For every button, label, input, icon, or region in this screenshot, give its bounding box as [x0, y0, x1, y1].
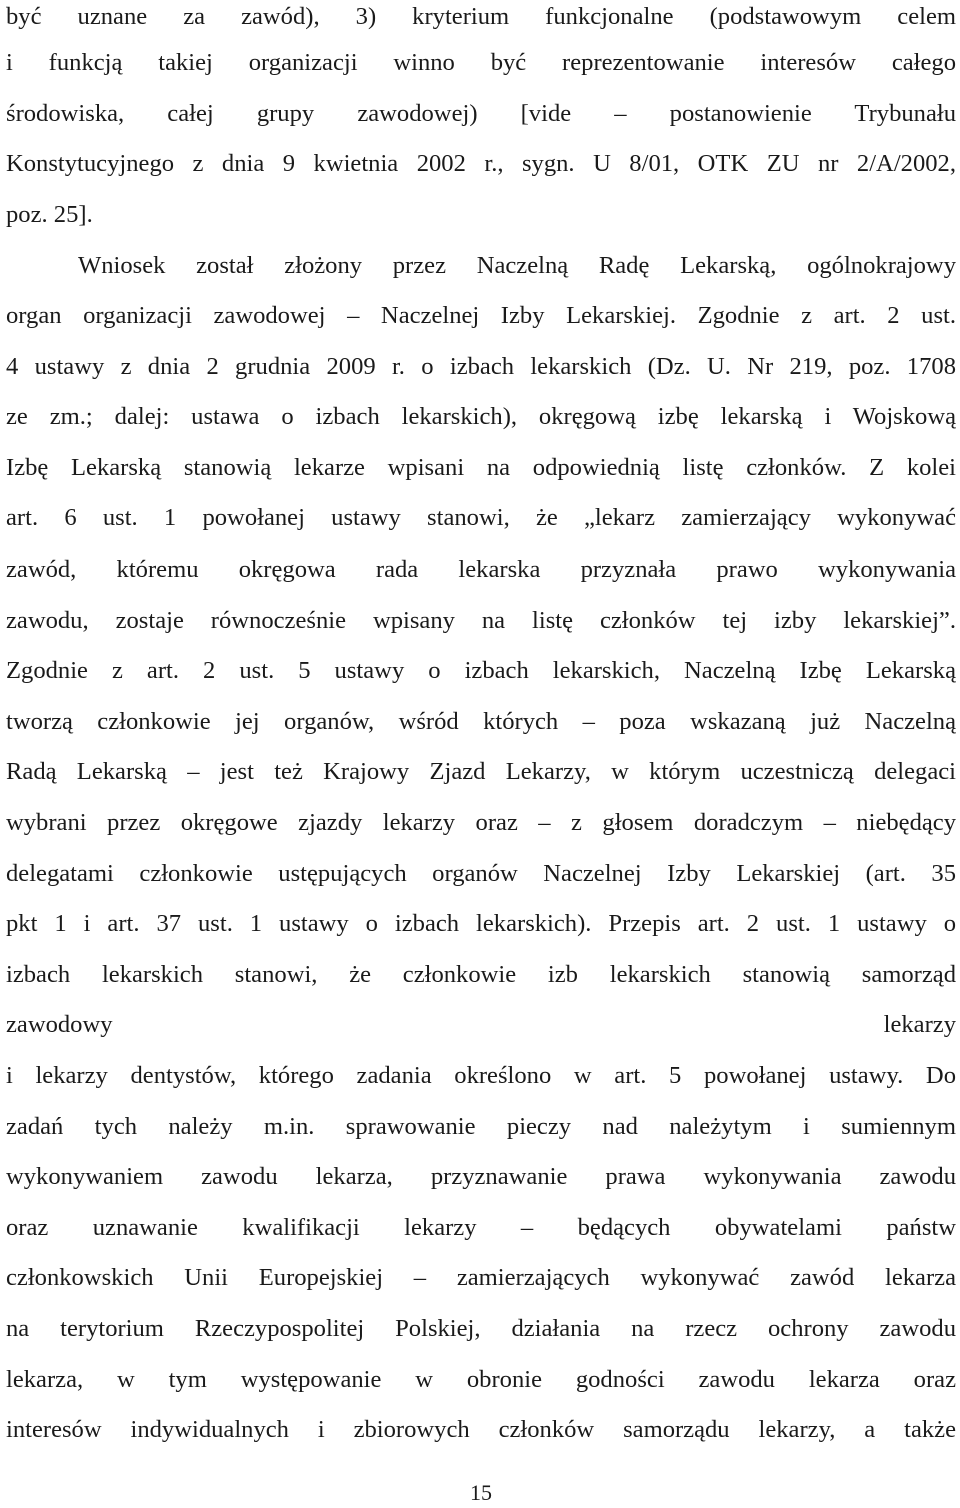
- text-line: wybrani przez okręgowe zjazdy lekarzy oraz – z głosem doradczym – niebędący: [6, 809, 956, 836]
- text-line: zadań tych należy m.in. sprawowanie pieczy nad należytym i sumiennym: [6, 1113, 956, 1140]
- text-line: i funkcją takiej organizacji winno być reprezentowanie interesów całego: [6, 49, 956, 76]
- text-line: na terytorium Rzeczypospolitej Polskiej, działania na rzecz ochrony zawodu: [6, 1315, 956, 1342]
- text-line: być uznane za zawód), 3) kryterium funkcjonalne (podstawowym celem: [6, 3, 956, 30]
- document-page: [6, 0, 956, 1505]
- text-line: Konstytucyjnego z dnia 9 kwietnia 2002 r., sygn. U 8/01, OTK ZU nr 2/A/2002,: [6, 150, 956, 177]
- text-line: wykonywaniem zawodu lekarza, przyznawanie prawa wykonywania zawodu: [6, 1163, 956, 1190]
- text-line: pkt 1 i art. 37 ust. 1 ustawy o izbach lekarskich). Przepis art. 2 ust. 1 ustawy o: [6, 910, 956, 937]
- text-line: organ organizacji zawodowej – Naczelnej Izby Lekarskiej. Zgodnie z art. 2 ust.: [6, 302, 956, 329]
- text-line: środowiska, całej grupy zawodowej) [vide – postanowienie Trybunału: [6, 100, 956, 127]
- text-line: izbach lekarskich stanowi, że członkowie izb lekarskich stanowią samorząd: [6, 961, 956, 988]
- text-line: delegatami członkowie ustępujących organów Naczelnej Izby Lekarskiej (art. 35: [6, 860, 956, 887]
- text-line: i lekarzy dentystów, którego zadania określono w art. 5 powołanej ustawy. Do: [6, 1062, 956, 1089]
- text-line: 4 ustawy z dnia 2 grudnia 2009 r. o izbach lekarskich (Dz. U. Nr 219, poz. 1708: [6, 353, 956, 380]
- text-line: tworzą członkowie jej organów, wśród których – poza wskazaną już Naczelną: [6, 708, 956, 735]
- text-line: lekarza, w tym występowanie w obronie godności zawodu lekarza oraz: [6, 1366, 956, 1393]
- text-line: art. 6 ust. 1 powołanej ustawy stanowi, że „lekarz zamierzający wykonywać: [6, 504, 956, 531]
- text-line: Radą Lekarską – jest też Krajowy Zjazd Lekarzy, w którym uczestniczą delegaci: [6, 758, 956, 785]
- text-line: ze zm.; dalej: ustawa o izbach lekarskich), okręgową izbę lekarską i Wojskową: [6, 403, 956, 430]
- text-line: członkowskich Unii Europejskiej – zamierzających wykonywać zawód lekarza: [6, 1264, 956, 1291]
- text-line: Izbę Lekarską stanowią lekarze wpisani na odpowiednią listę członków. Z kolei: [6, 454, 956, 481]
- text-line: zawodowy lekarzy: [6, 1011, 956, 1038]
- text-line: oraz uznawanie kwalifikacji lekarzy – będących obywatelami państw: [6, 1214, 956, 1241]
- text-line: poz. 25].: [6, 201, 93, 228]
- text-line: Wniosek został złożony przez Naczelną Radę Lekarską, ogólnokrajowy: [78, 252, 956, 279]
- text-line: Zgodnie z art. 2 ust. 5 ustawy o izbach lekarskich, Naczelną Izbę Lekarską: [6, 657, 956, 684]
- text-line: zawodu, zostaje równocześnie wpisany na listę członków tej izby lekarskiej”.: [6, 607, 956, 634]
- text-line: zawód, któremu okręgowa rada lekarska przyznała prawo wykonywania: [6, 556, 956, 583]
- text-line: interesów indywidualnych i zbiorowych członków samorządu lekarzy, a także: [6, 1416, 956, 1443]
- page-number: 15: [470, 1480, 492, 1505]
